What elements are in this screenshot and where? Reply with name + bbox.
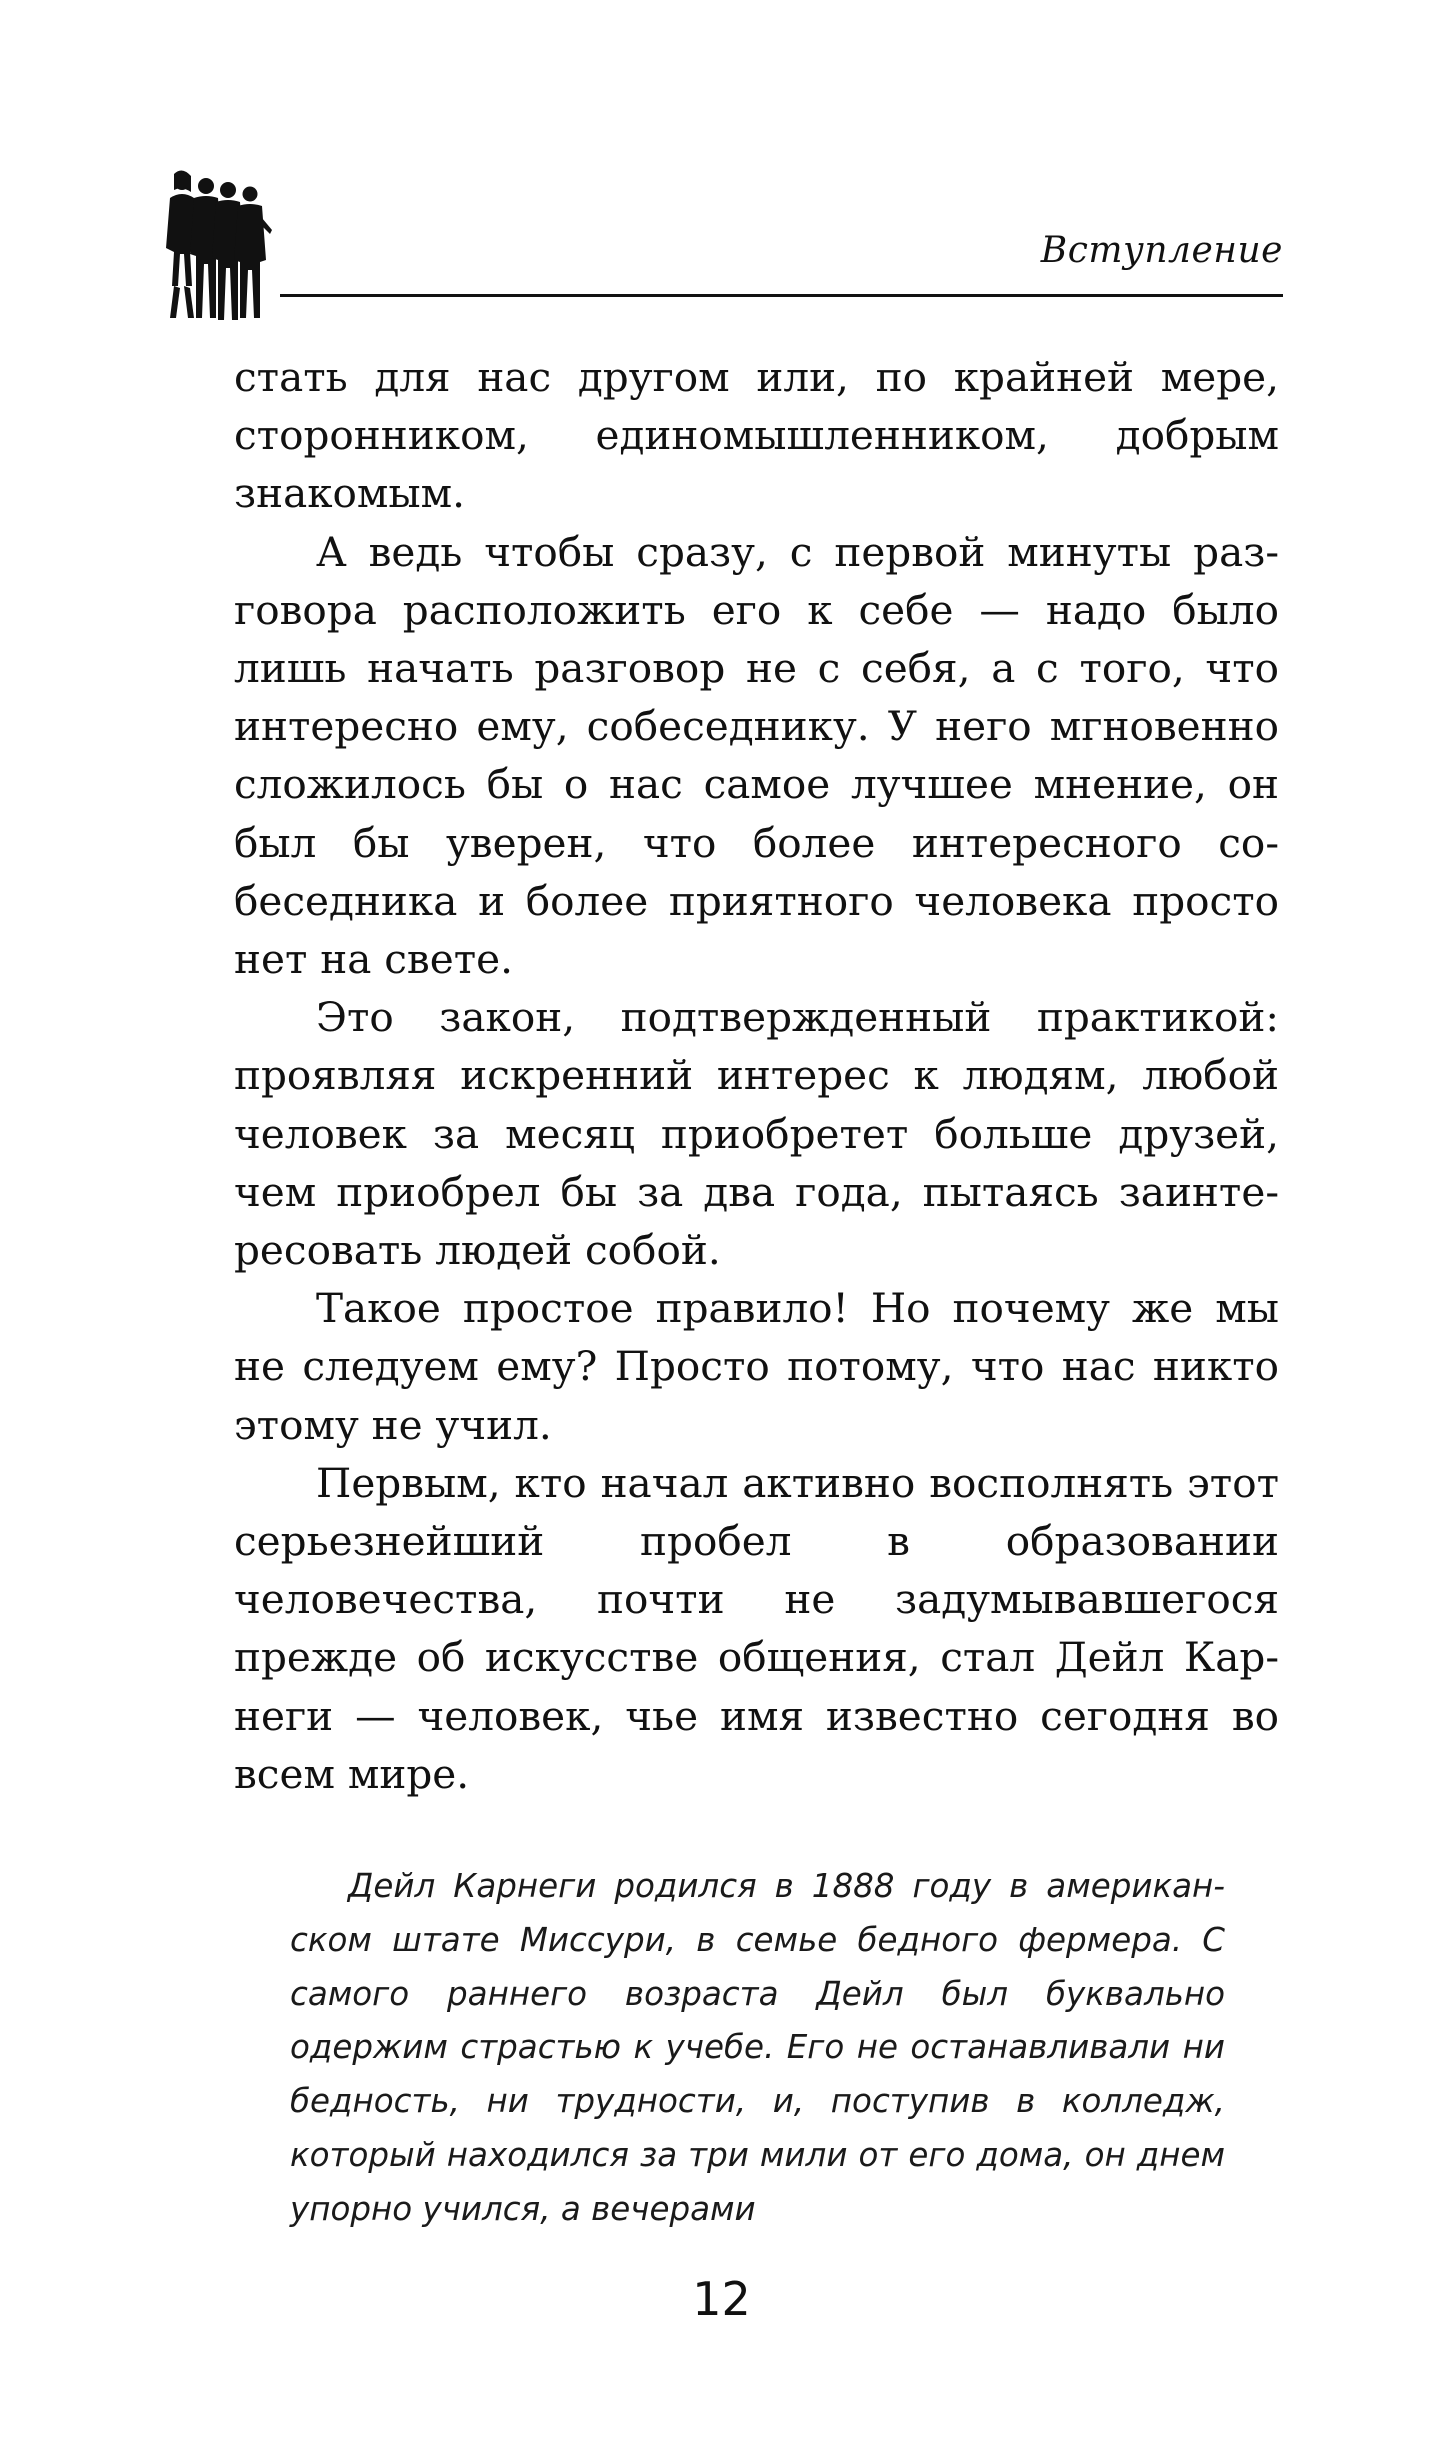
business-people-logo <box>160 168 280 328</box>
paragraph: А ведь чтобы сразу, с первой минуты разговора расположить его к себе — надо было лишь начать разговор не с себя, а с того, что интересно ему, собеседнику. У него мгновенно сложилось бы о нас самое лучшее мнение, он был бы уверен, что более интересного собеседника и более приятного человека просто нет на свете. <box>234 527 1279 984</box>
header-rule <box>280 294 1283 297</box>
paragraph: Это закон, подтвержденный практикой: проявляя искренний интерес к людям, любой человек за месяц приобретет больше друзей, чем приобрел бы за два года, пытаясь заинтересовать людей собой. <box>234 993 1279 1275</box>
running-head <box>280 230 1283 300</box>
paragraph: Такое простое правило! Но почему же мы не следуем ему? Просто потому, что нас никто этому не учил. <box>234 1284 1279 1449</box>
page-number: 12 <box>692 2272 751 2326</box>
paragraph: стать для нас другом или, по крайней мере, сторонником, единомышленником, добрым знакомым. <box>234 353 1279 518</box>
section-title: Вступление <box>1040 230 1283 271</box>
main-text <box>234 348 1279 1803</box>
biography-insert <box>290 1860 1225 2237</box>
paragraph: Первым, кто начал активно восполнять этот серьезнейший пробел в образовании человечества, почти не задумывавшегося прежде об искусстве общения, стал Дейл Карнеги — человек, чье имя известно сегодня во всем мире. <box>234 1458 1279 1798</box>
bio-paragraph: Дейл Карнеги родился в 1888 году в американском штате Миссури, в семье бедного фермера. С самого раннего возраста Дейл был буквально одержим страстью к учебе. Его не останавливали ни бедность, ни трудности, и, поступив в колледж, который находился за три мили от его дома, он днем упорно учился, а вечерами <box>290 1867 1225 2228</box>
